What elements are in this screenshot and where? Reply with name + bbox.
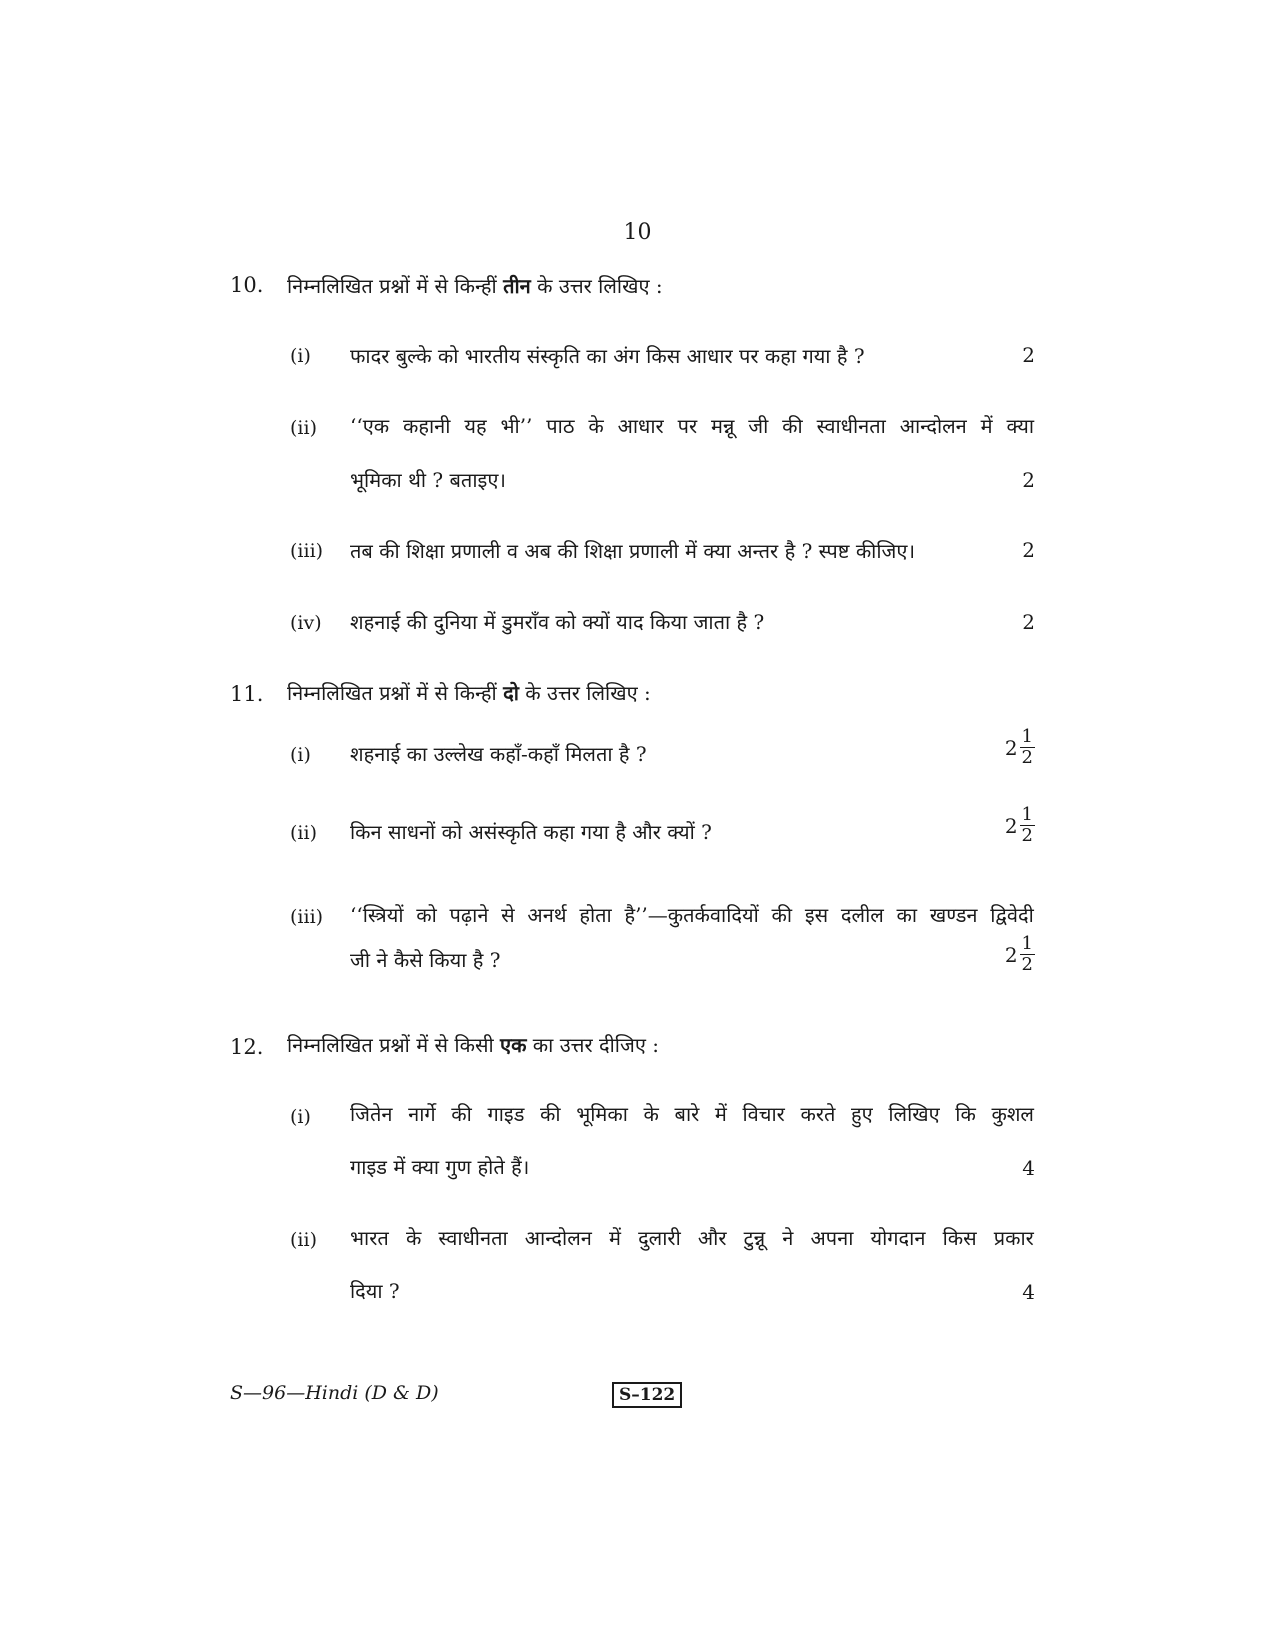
marks: 4 bbox=[1022, 1280, 1035, 1304]
subquestion-number: (i) bbox=[290, 744, 311, 766]
marks: 2 bbox=[1022, 610, 1035, 634]
marks: 4 bbox=[1022, 1156, 1035, 1180]
subquestion-text-line1: भारत के स्वाधीनता आन्दोलन में दुलारी और टुन्नू ने अपना योगदान किस प्रकार bbox=[350, 1226, 1034, 1250]
question-instruction: निम्नलिखित प्रश्नों में से किसी एक का उत्तर दीजिए : bbox=[287, 1033, 659, 1057]
subquestion-text: शहनाई का उल्लेख कहाँ-कहाँ मिलता है ? bbox=[350, 742, 647, 766]
subquestion-number: (ii) bbox=[290, 1229, 317, 1251]
subquestion-text-line2: दिया ? bbox=[350, 1279, 400, 1303]
subquestion-number: (i) bbox=[290, 1106, 311, 1128]
marks: 2 bbox=[1022, 538, 1035, 562]
question-number: 11. bbox=[230, 682, 264, 706]
subquestion-text: किन साधनों को असंस्कृति कहा गया है और क्यों ? bbox=[350, 820, 712, 844]
question-number: 10. bbox=[230, 273, 264, 297]
subquestion-number: (iii) bbox=[290, 540, 324, 562]
subquestion-text-line2: जी ने कैसे किया है ? bbox=[350, 948, 501, 972]
question-instruction: निम्नलिखित प्रश्नों में से किन्हीं दो के उत्तर लिखिए : bbox=[287, 681, 651, 705]
marks: 2 bbox=[1022, 468, 1035, 492]
subquestion-text: शहनाई की दुनिया में डुमराँव को क्यों याद किया जाता है ? bbox=[350, 610, 765, 634]
subquestion-text-line2: गाइड में क्या गुण होते हैं। bbox=[350, 1155, 530, 1179]
marks: 2 bbox=[1022, 343, 1035, 367]
subquestion-number: (iii) bbox=[290, 906, 324, 928]
marks: 2 $\frac{1}{2}$ bbox=[1004, 933, 1033, 975]
subquestion-number: (i) bbox=[290, 345, 311, 367]
subquestion-text-line1: जितेन नार्गे की गाइड की भूमिका के बारे में विचार करते हुए लिखिए कि कुशल bbox=[350, 1102, 1034, 1126]
subquestion-text: तब की शिक्षा प्रणाली व अब की शिक्षा प्रणाली में क्या अन्तर है ? स्पष्ट कीजिए। bbox=[350, 539, 916, 563]
subquestion-number: (ii) bbox=[290, 822, 317, 844]
page-number: 10 bbox=[623, 220, 652, 245]
marks: 2 $\frac{1}{2}$ bbox=[1004, 804, 1033, 846]
question-number: 12. bbox=[230, 1035, 264, 1059]
subquestion-text-line1: ‘‘स्त्रियों को पढ़ाने से अनर्थ होता है’’—कुतर्कवादियों की इस दलील का खण्डन द्विवेदी bbox=[350, 903, 1034, 927]
subquestion-text-line1: ‘‘एक कहानी यह भी’’ पाठ के आधार पर मन्नू जी की स्वाधीनता आन्दोलन में क्या bbox=[350, 414, 1034, 438]
subquestion-number: (iv) bbox=[290, 612, 322, 634]
subquestion-text-line2: भूमिका थी ? बताइए। bbox=[350, 468, 506, 492]
paper-code: S—96—Hindi (D & D) bbox=[230, 1382, 439, 1404]
question-instruction: निम्नलिखित प्रश्नों में से किन्हीं तीन के उत्तर लिखिए : bbox=[287, 274, 663, 298]
marks: 2 $\frac{1}{2}$ bbox=[1004, 726, 1033, 768]
subquestion-number: (ii) bbox=[290, 417, 317, 439]
subquestion-text: फादर बुल्के को भारतीय संस्कृति का अंग किस आधार पर कहा गया है ? bbox=[350, 344, 865, 368]
series-code-box: S–122 bbox=[612, 1382, 682, 1408]
